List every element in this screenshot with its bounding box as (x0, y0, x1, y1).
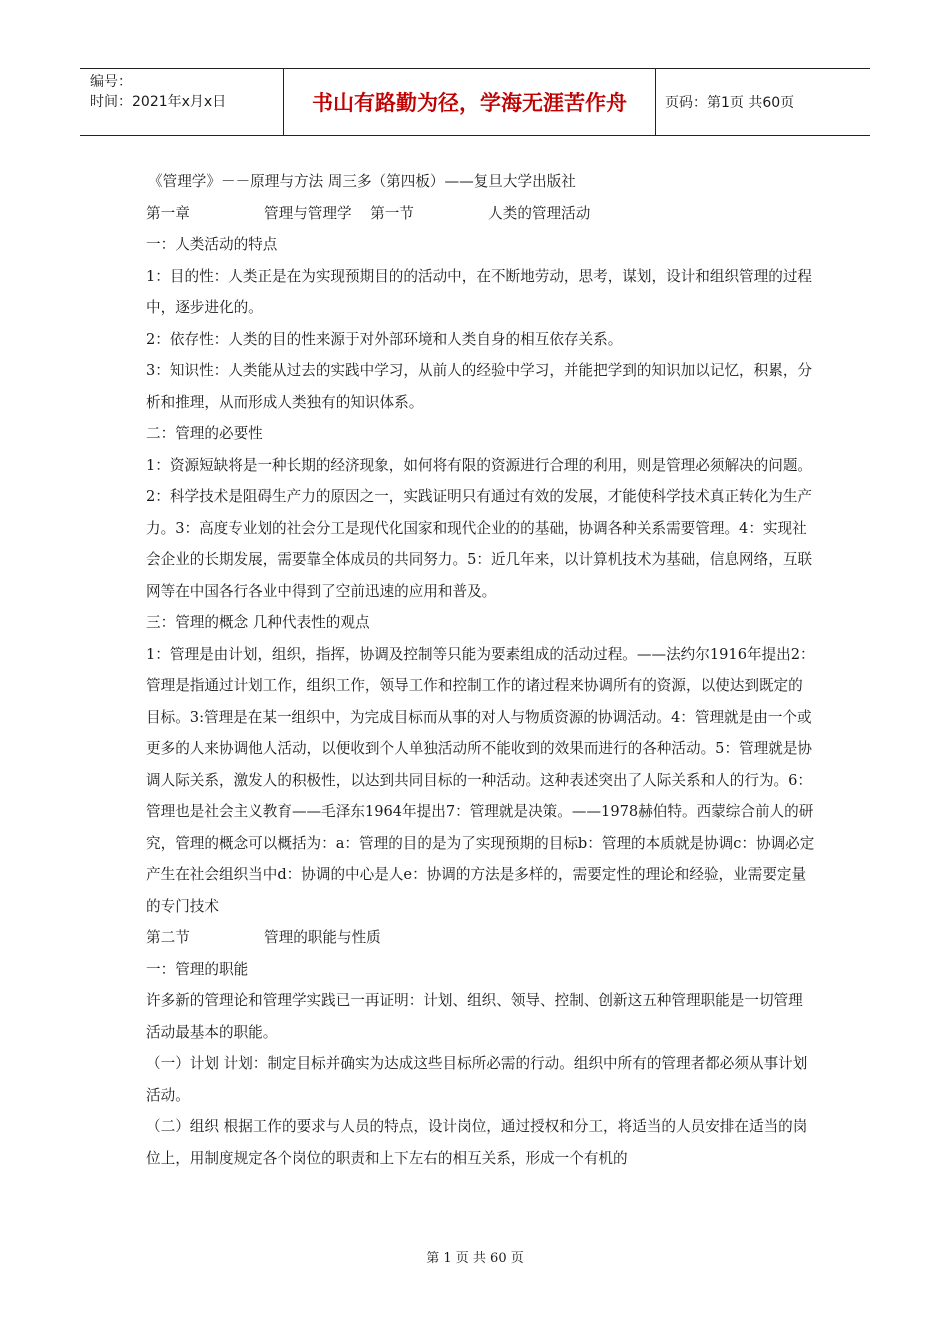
document-body (146, 166, 816, 1174)
page-header (80, 68, 870, 136)
body-paragraph: 许多新的管理论和管理学实践已一再证明：计划、组织、领导、控制、创新这五种管理职能是一切管理活动最基本的职能。 (146, 992, 803, 1041)
body-paragraph: （二）组织 根据工作的要求与人员的特点，设计岗位，通过授权和分工，将适当的人员安排在适当的岗位上，用制度规定各个岗位的职责和上下左右的相互关系，形成一个有机的 (146, 1118, 808, 1167)
section-heading: 一：管理的职能 (146, 960, 249, 978)
page-footer: 第 1 页 共 60 页 (426, 1251, 524, 1266)
body-paragraph: （一）计划 计划：制定目标并确实为达成这些目标所必需的行动。组织中所有的管理者都必须从事计划活动。 (146, 1055, 808, 1104)
body-paragraph: 3：知识性：人类能从过去的实践中学习，从前人的经验中学习，并能把学到的知识加以记忆，积累，分析和推理，从而形成人类独有的知识体系。 (146, 362, 813, 411)
body-paragraph: 1：资源短缺将是一种长期的经济现象，如何将有限的资源进行合理的利用，则是管理必须解决的问题。2：科学技术是阻碍生产力的原因之一，实践证明只有通过有效的发展，才能使科学技术真正转化为生产力。3：高度专业划的社会分工是现代化国家和现代企业的的基础，协调各种关系需要管理。4：实现社会企业的长期发展，需要靠全体成员的共同努力。5：近几年来，以计算机技术为基础，信息网络，互联网等在中国各行各业中得到了空前迅速的应用和普及。 (146, 456, 813, 600)
section-heading: 二：管理的必要性 (146, 425, 263, 442)
body-paragraph: 2：依存性：人类的目的性来源于对外部环境和人类自身的相互依存关系。 (146, 330, 623, 348)
section-heading: 三：管理的概念 几种代表性的观点 (146, 614, 370, 631)
body-paragraph: 1：管理是由计划，组织，指挥，协调及控制等只能为要素组成的活动过程。——法约尔1916年提出2：管理是指通过计划工作，组织工作，领导工作和控制工作的诸过程来协调所有的资源，以使达到既定的目标。3:管理是在某一组织中，为完成目标而从事的对人与物质资源的协调活动。4：管理就是由一个或更多的人来协调他人活动，以便收到个人单独活动所不能收到的效果而进行的各种活动。5：管理就是协调人际关系，激发人的积极性，以达到共同目标的一种活动。这种表述突出了人际关系和人的行为。6：管理也是社会主义教育——毛泽东1964年提出7：管理就是决策。——1978赫伯特。西蒙综合前人的研究，管理的概念可以概括为：a：管理的目的是为了实现预期的目标b：管理的本质就是协调c：协调必定产生在社会组织当中d：协调的中心是人e：协调的方法是多样的，需要定性的理论和经验，业需要定量的专门技术 (146, 645, 815, 915)
header-meta (80, 69, 283, 135)
book-title: 《管理学》－－原理与方法 周三多（第四板）——复旦大学出版社 (148, 173, 576, 190)
document-date: 时间：2021年x月x日 (90, 94, 227, 110)
body-paragraph: 1：目的性：人类正是在为实现预期目的的活动中，在不断地劳动，思考，谋划，设计和组织管理的过程中，逐步进化的。 (146, 267, 813, 316)
chapter-heading: 第一章 管理与管理学 第一节 人类的管理活动 (146, 204, 591, 222)
document-number-label: 编号： (90, 74, 132, 90)
chapter-heading: 第二节 管理的职能与性质 (146, 929, 381, 946)
header-page-info: 页码：第1页 共60页 (665, 95, 795, 111)
header-motto: 书山有路勤为径，学海无涯苦作舟 (283, 69, 656, 135)
section-heading: 一：人类活动的特点 (146, 236, 278, 253)
